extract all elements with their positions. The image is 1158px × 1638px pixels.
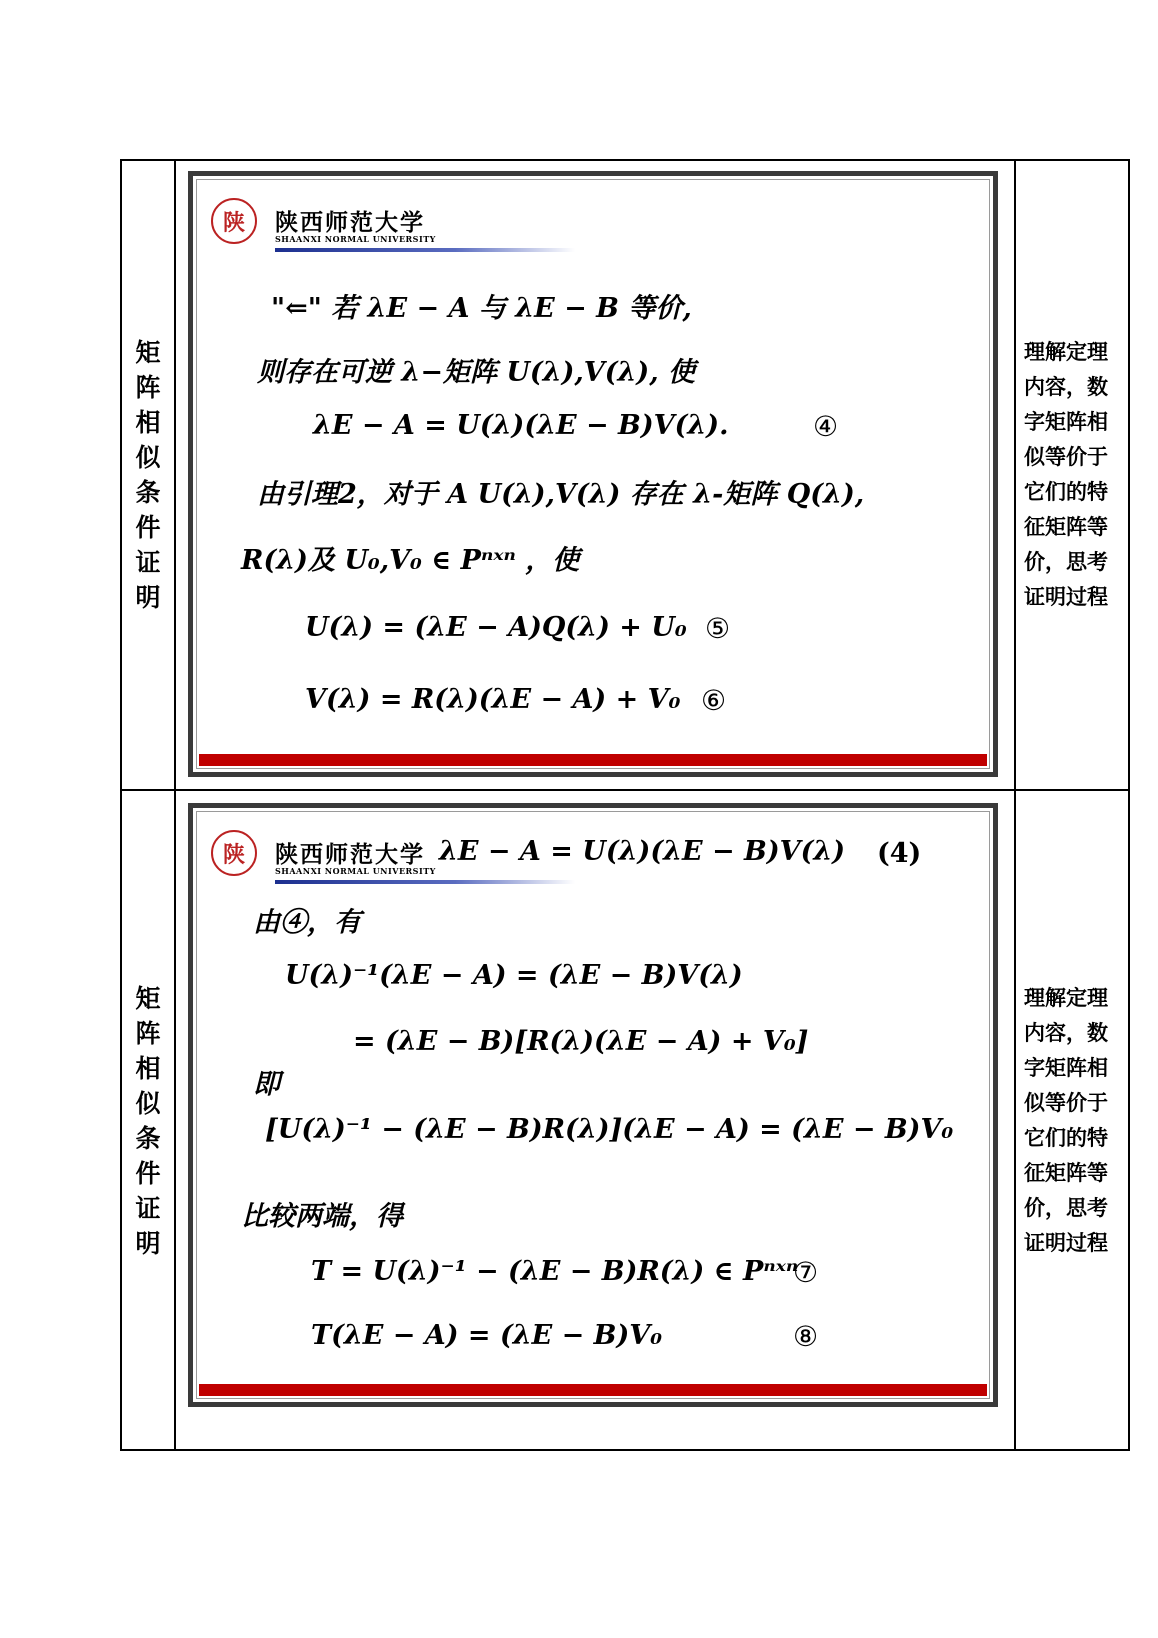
header-equation: λE − A = U(λ)(λE − B)V(λ) <box>439 836 846 867</box>
row-label: 矩阵相似条件证明 <box>135 338 161 612</box>
row-label-cell <box>122 161 174 789</box>
slide-line: 比较两端，得 <box>241 1201 403 1232</box>
row-note-cell <box>1014 791 1130 1451</box>
row-label-cell <box>122 791 174 1451</box>
row-note: 理解定理内容，数字矩阵相似等价于它们的特征矩阵等价，思考证明过程 <box>1024 986 1108 1255</box>
slide-2 <box>188 803 998 1407</box>
slide-line: R(λ)及 U₀,V₀ ∈ Pⁿˣⁿ ，使 <box>241 545 580 576</box>
slide-line: "⇐" 若 λE − A 与 λE − B 等价, <box>271 293 692 324</box>
university-name: 陕西师范大学 <box>275 841 425 868</box>
logo-underline <box>275 248 575 252</box>
slide-1 <box>188 171 998 777</box>
slide-line: U(λ)⁻¹(λE − A) = (λE − B)V(λ) <box>285 960 743 991</box>
slide-line: V(λ) = R(λ)(λE − A) + V₀ <box>305 684 681 715</box>
slide-line: = (λE − B)[R(λ)(λE − A) + V₀] <box>353 1026 809 1057</box>
logo-underline <box>275 880 575 884</box>
slide-line: U(λ) = (λE − A)Q(λ) + U₀ <box>305 612 687 643</box>
equation-marker: ⑧ <box>793 1320 819 1353</box>
equation-marker: ④ <box>813 410 839 443</box>
university-name: 陕西师范大学 <box>275 209 425 236</box>
slide-line: 即 <box>253 1069 280 1100</box>
university-name-en: SHAANXI NORMAL UNIVERSITY <box>275 234 436 244</box>
slide-line: 由引理2，对于 A U(λ),V(λ) 存在 λ-矩阵 Q(λ), <box>257 479 865 510</box>
slide-line: [U(λ)⁻¹ − (λE − B)R(λ)](λE − A) = (λE − B)V₀ <box>265 1114 954 1145</box>
slide-footer-bar <box>199 754 987 766</box>
slide-line: λE − A = U(λ)(λE − B)V(λ). <box>313 410 729 441</box>
university-seal-icon: 陕 <box>211 830 257 876</box>
university-name-en: SHAANXI NORMAL UNIVERSITY <box>275 866 436 876</box>
column-divider <box>174 161 176 1449</box>
slide-footer-bar <box>199 1384 987 1396</box>
slide-line: 由④，有 <box>253 907 361 938</box>
slide-line: 则存在可逆 λ−矩阵 U(λ),V(λ), 使 <box>257 357 696 388</box>
header-equation-tag: (4) <box>877 838 922 869</box>
equation-marker: ⑤ <box>705 612 731 645</box>
equation-marker: ⑦ <box>793 1256 819 1289</box>
university-seal-icon: 陕 <box>211 198 257 244</box>
row-divider <box>122 789 1128 791</box>
slide-line: T(λE − A) = (λE − B)V₀ <box>311 1320 663 1351</box>
equation-marker: ⑥ <box>701 684 727 717</box>
row-note: 理解定理内容，数字矩阵相似等价于它们的特征矩阵等价，思考证明过程 <box>1024 340 1108 609</box>
slide-line: T = U(λ)⁻¹ − (λE − B)R(λ) ∈ Pⁿˣⁿ <box>311 1256 799 1287</box>
row-label: 矩阵相似条件证明 <box>135 984 161 1258</box>
row-note-cell <box>1014 161 1130 789</box>
content-table <box>120 159 1130 1451</box>
